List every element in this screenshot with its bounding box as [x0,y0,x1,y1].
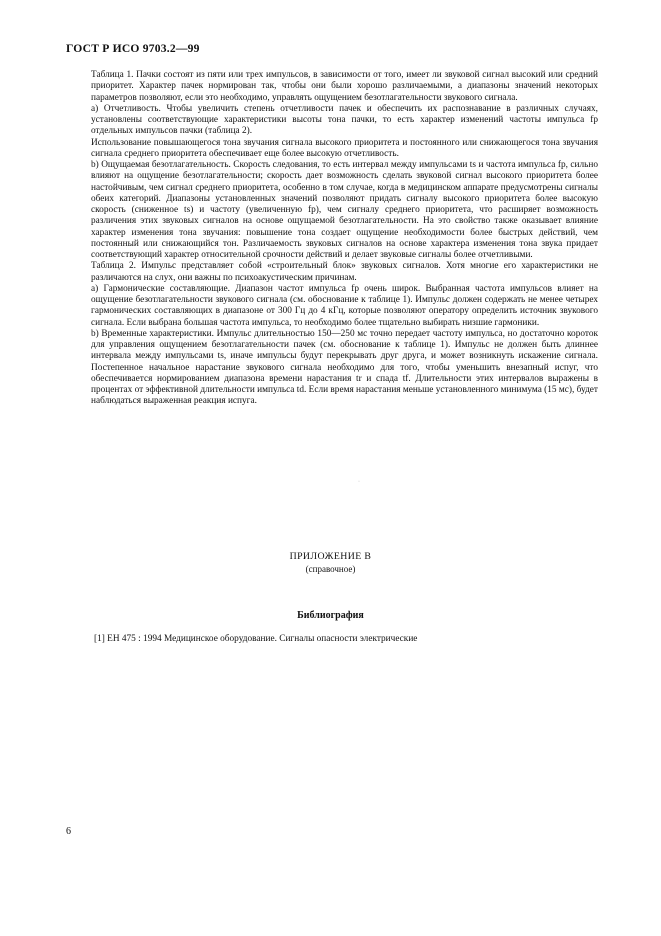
appendix-title: ПРИЛОЖЕНИЕ В [289,551,372,562]
page-number: 6 [66,826,71,837]
document-body [91,70,598,408]
stray-mark: · [358,479,360,485]
paragraph-2: а) Отчетливость. Чтобы увеличить степень отчетливости пачек и обеспечить их распознавание в различных случаях, установлены соответствующие характеристики высоты тона пачки, то есть характер изменений частоты импульса fp отдельных импульсов пачки (таблица 2). [91,103,598,137]
document-header: ГОСТ Р ИСО 9703.2—99 [66,42,200,55]
paragraph-1: Таблица 1. Пачки состоят из пяти или трех импульсов, в зависимости от того, имеет ли звуковой сигнал высокий или средний приоритет. Характер пачек нормирован так, чтобы они были хорошо различаемыми, а диапазоны значений некоторых параметров позволяют, если это необходимо, управлять ощущением безотлагательности звукового сигнала. [91,70,598,103]
bibliography-title: Библиография [297,610,364,621]
paragraph-5: Таблица 2. Импульс представляет собой «строительный блок» звуковых сигналов. Хотя многие его характеристики не различаются на слух, они важны по психоакустическим причинам. [91,261,598,283]
bibliography-item: [1] ЕН 475 : 1994 Медицинское оборудование. Сигналы опасности электрические [94,634,418,644]
appendix-subtitle: (справочное) [305,564,356,574]
paragraph-4: b) Ощущаемая безотлагательность. Скорость следования, то есть интервал между импульсами ts и частота импульса fp, сильно влияют на ощущение безотлагательности; скорость дает возможность сделать звуковой сигнал высокого приоритета более настойчивым, чем сигнал среднего приоритета, особенно в том случае, когда в медицинском аппарате предусмотрены сигналы обеих категорий. Диапазоны установленных значений позволяют придать сигналу высокого приоритета более высокую скорость (сниженное ts) и частоту (увеличенную fp), чем сигналу среднего приоритета, что расширяет возможность различения этих звуковых сигналов на основе ощущаемой безотлагательности. На это свойство также оказывает влияние характер изменения тона звучания: повышение тона создает ощущение необходимости более быстрых действий, чем постоянный или снижающийся тон. Различаемость звуковых сигналов на основе характера изменения тона звука придает соответствующий характер относительной срочности действий и делает звуковые сигналы более отчетливыми. [91,160,598,260]
paragraph-7: b) Временные характеристики. Импульс длительностью 150—250 мс точно передает частоту импульса, но достаточно короток для управления ощущением безотлагательности пачек (см. обоснование к таблице 1). Импульс не должен быть длиннее интервала между импульсами ts, иначе импульсы будут перекрывать друг друга, и может возникнуть искажение сигнала. Постепенное начальное нарастание звукового сигнала необходимо для того, чтобы уменьшить внезапный испуг, что обеспечивается нормированием диапазона времени нарастания tr и спада tf. Длительности этих интервалов выражены в процентах от эффективной длительности импульса td. Если время нарастания меньше установленного минимума (15 мс), будет наблюдаться выраженная реакция испуга. [91,328,598,407]
paragraph-6: а) Гармонические составляющие. Диапазон частот импульса fp очень широк. Выбранная частота импульсов влияет на ощущение безотлагательности звукового сигнала (см. обоснование к таблице 1). Импульс должен содержать не менее четырех гармонических составляющих в диапазоне от 300 Гц до 4 кГц, которые позволяют оператору определить источник звукового сигнала. Если выбрана большая частота импульса, то необходимо более тщательно выбирать низшие гармоники. [91,283,598,328]
paragraph-3: Использование повышающегося тона звучания сигнала высокого приоритета и постоянного или снижающегося тона звучания сигнала среднего приоритета обеспечивает еще более высокую отчетливость. [91,137,598,159]
